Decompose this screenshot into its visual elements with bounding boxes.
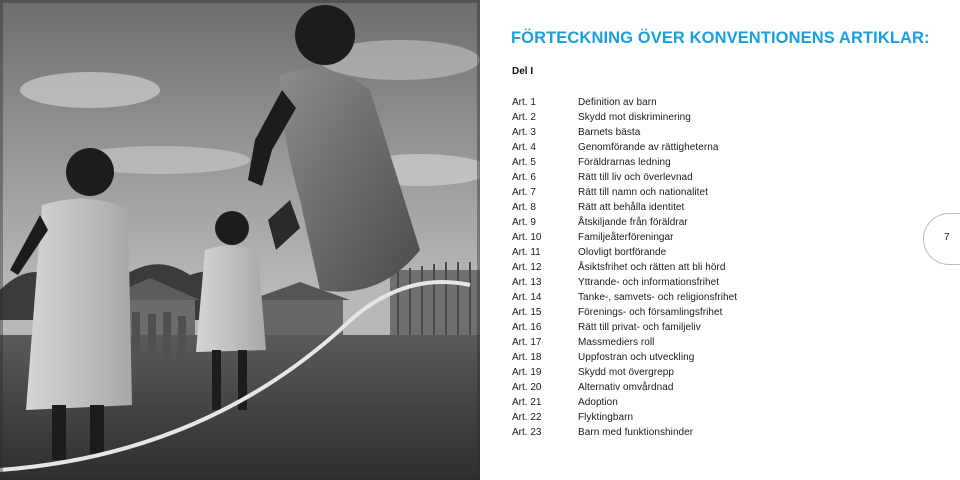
list-item xyxy=(512,260,737,275)
article-title: Uppfostran och utveckling xyxy=(578,352,695,363)
article-title: Föräldrarnas ledning xyxy=(578,157,671,168)
list-item xyxy=(512,350,737,365)
article-number: Art. 19 xyxy=(512,367,542,378)
article-title: Alternativ omvårdnad xyxy=(578,382,674,393)
article-title: Massmediers roll xyxy=(578,337,655,348)
article-title: Adoption xyxy=(578,397,618,408)
article-title: Åtskiljande från föräldrar xyxy=(578,217,688,228)
page-heading: FÖRTECKNING ÖVER KONVENTIONENS ARTIKLAR: xyxy=(511,29,930,47)
article-number: Art. 12 xyxy=(512,262,542,273)
article-title: Förenings- och församlingsfrihet xyxy=(578,307,723,318)
article-title: Åsiktsfrihet och rätten att bli hörd xyxy=(578,262,726,273)
list-item xyxy=(512,380,737,395)
article-title: Familjeåterföreningar xyxy=(578,232,674,243)
article-number: Art. 6 xyxy=(512,172,536,183)
article-number: Art. 14 xyxy=(512,292,542,303)
list-item xyxy=(512,125,737,140)
article-title: Genomförande av rättigheterna xyxy=(578,142,719,153)
list-item xyxy=(512,200,737,215)
list-item xyxy=(512,275,737,290)
article-number: Art. 13 xyxy=(512,277,542,288)
article-number: Art. 10 xyxy=(512,232,542,243)
article-title: Skydd mot övergrepp xyxy=(578,367,674,378)
article-number: Art. 16 xyxy=(512,322,542,333)
list-item xyxy=(512,185,737,200)
article-title: Olovligt bortförande xyxy=(578,247,667,258)
article-number: Art. 1 xyxy=(512,97,536,108)
list-item xyxy=(512,155,737,170)
page-number: 7 xyxy=(944,232,950,243)
list-item xyxy=(512,365,737,380)
article-number: Art. 17 xyxy=(512,337,542,348)
article-title: Tanke-, samvets- och religionsfrihet xyxy=(578,292,738,303)
article-number: Art. 5 xyxy=(512,157,536,168)
list-item xyxy=(512,110,737,125)
list-item xyxy=(512,170,737,185)
list-item xyxy=(512,230,737,245)
list-item xyxy=(512,410,737,425)
list-item xyxy=(512,245,737,260)
article-title: Barn med funktionshinder xyxy=(578,427,694,438)
list-item xyxy=(512,425,737,440)
list-item xyxy=(512,305,737,320)
article-number: Art. 7 xyxy=(512,187,536,198)
article-title: Flyktingbarn xyxy=(578,412,634,423)
article-number: Art. 22 xyxy=(512,412,542,423)
article-title: Yttrande- och informationsfrihet xyxy=(578,277,720,288)
list-item xyxy=(512,95,737,110)
article-title: Rätt till namn och nationalitet xyxy=(578,187,708,198)
article-number: Art. 3 xyxy=(512,127,536,138)
article-title: Rätt till liv och överlevnad xyxy=(578,172,693,183)
list-item xyxy=(512,395,737,410)
part-label: Del I xyxy=(512,66,534,77)
article-number: Art. 4 xyxy=(512,142,536,153)
article-number: Art. 18 xyxy=(512,352,542,363)
list-item xyxy=(512,140,737,155)
list-item xyxy=(512,215,737,230)
article-title: Rätt till privat- och familjeliv xyxy=(578,322,701,333)
article-number: Art. 11 xyxy=(512,247,541,258)
article-number: Art. 8 xyxy=(512,202,536,213)
article-title: Barnets bästa xyxy=(578,127,641,138)
article-list xyxy=(512,95,737,440)
article-number: Art. 23 xyxy=(512,427,542,438)
article-number: Art. 2 xyxy=(512,112,536,123)
article-number: Art. 20 xyxy=(512,382,542,393)
page-number-tab xyxy=(923,213,960,265)
article-title: Skydd mot diskriminering xyxy=(578,112,691,123)
article-number: Art. 9 xyxy=(512,217,536,228)
list-item xyxy=(512,320,737,335)
article-title: Definition av barn xyxy=(578,97,657,108)
article-number: Art. 21 xyxy=(512,397,542,408)
article-title: Rätt att behålla identitet xyxy=(578,202,685,213)
list-item xyxy=(512,335,737,350)
list-item xyxy=(512,290,737,305)
article-number: Art. 15 xyxy=(512,307,542,318)
